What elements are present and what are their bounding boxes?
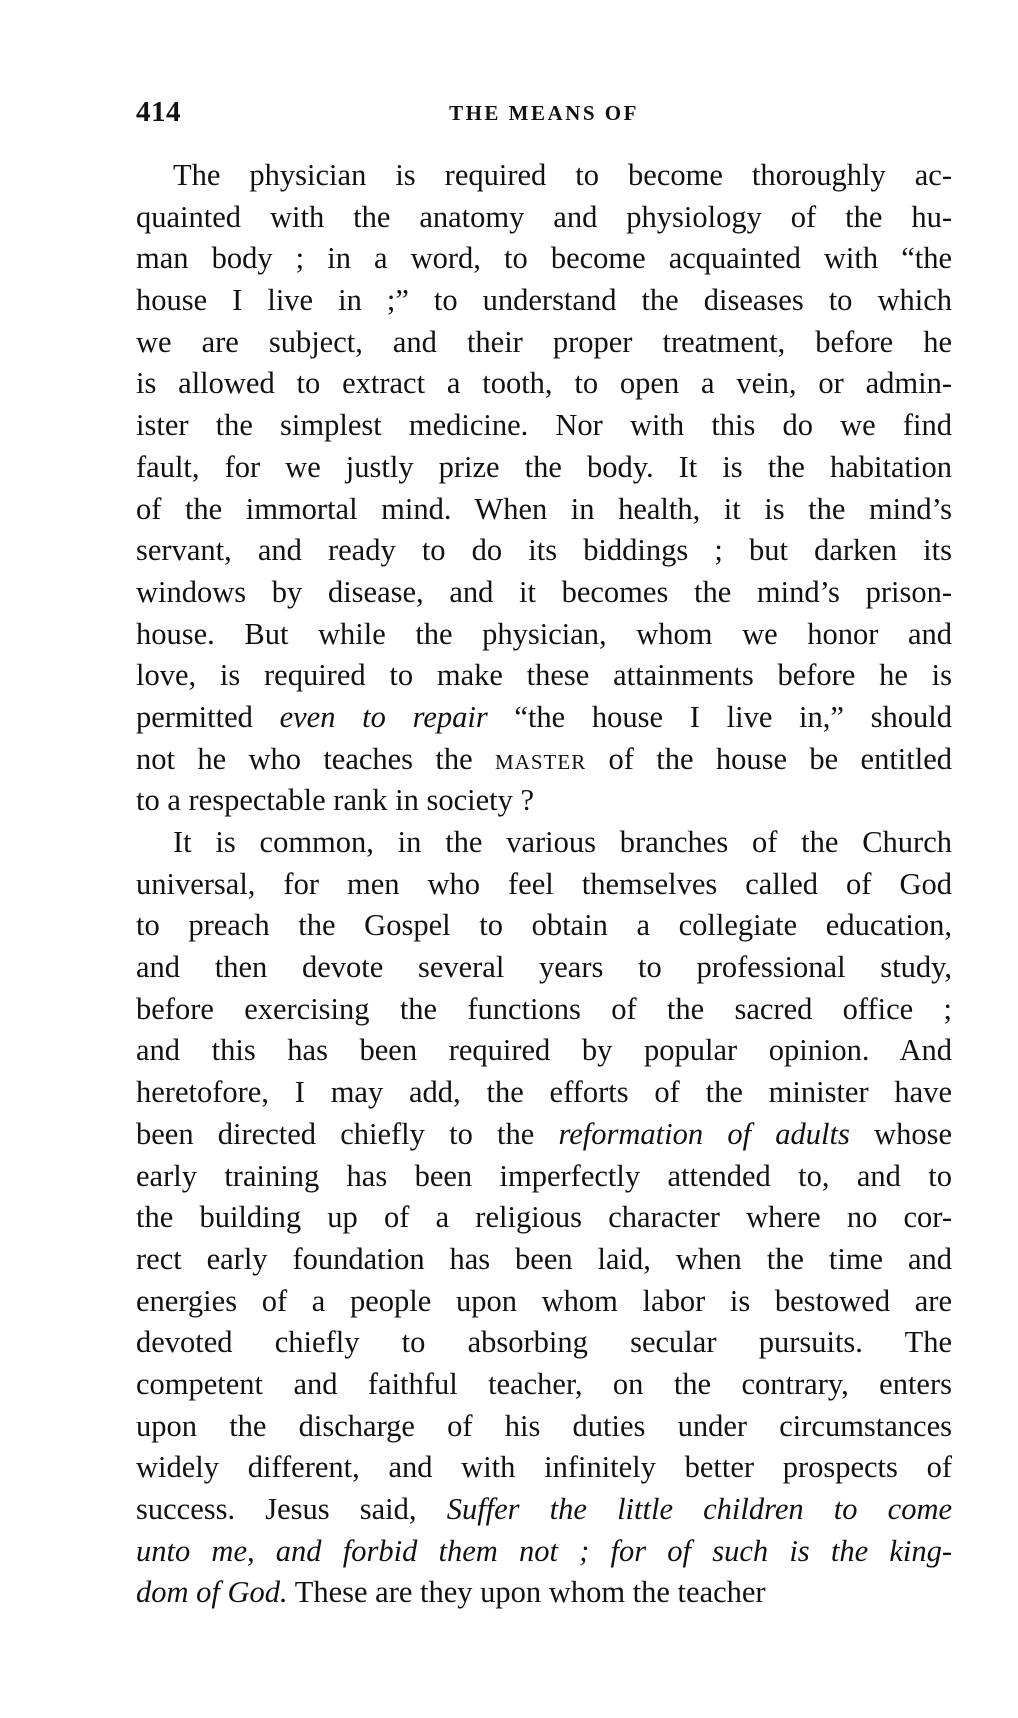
text-run: competent and faithful teacher, on the contrary, enters (136, 1366, 952, 1401)
text-line (136, 1239, 952, 1281)
text-run: servant, and ready to do its biddings ; but darken its (136, 533, 952, 568)
page-number: 414 (136, 96, 181, 128)
text-run: devoted chiefly to absorbing secular pursuits. The (136, 1325, 952, 1360)
text-smallcaps: master (495, 741, 587, 776)
text-run: of the house be entitled (586, 741, 952, 776)
paragraph (136, 155, 952, 822)
text-line (136, 405, 952, 447)
text-line (136, 1072, 952, 1114)
text-run: of the immortal mind. When in health, it is the mind’s (136, 491, 952, 526)
text-line (136, 864, 952, 906)
text-line (136, 197, 952, 239)
text-run: before exercising the functions of the sacred office ; (136, 991, 952, 1026)
text-run: “the house I live in,” should (487, 699, 952, 734)
text-line (136, 1030, 952, 1072)
text-line (136, 1489, 952, 1531)
text-italic: Suffer the little children to come (446, 1492, 953, 1526)
text-run: early training has been imperfectly attended to, and to (136, 1158, 952, 1193)
body-text (136, 155, 952, 1614)
text-line (136, 947, 952, 989)
text-run: the building up of a religious character where no cor- (136, 1200, 952, 1235)
text-line (136, 822, 952, 864)
text-line (136, 572, 952, 614)
text-line (136, 238, 952, 280)
text-italic: unto me, and forbid them not ; for of such is the king- (136, 1533, 952, 1568)
text-run: These are they upon whom the teacher (287, 1575, 766, 1610)
text-line (136, 1156, 952, 1198)
text-line (136, 322, 952, 364)
text-run: permitted (136, 699, 280, 734)
text-run: It is common, in the various branches of the Church (173, 825, 952, 859)
text-run: love, is required to make these attainments before he is (136, 658, 952, 693)
text-line (136, 1197, 952, 1239)
text-line (136, 1364, 952, 1406)
running-head (136, 96, 952, 132)
text-italic: even to repair (279, 699, 488, 734)
text-line (136, 905, 952, 947)
text-run: been directed chiefly to the (136, 1116, 559, 1151)
text-run: not he who teaches the (136, 741, 496, 776)
text-run: house I live in ;” to understand the diseases to which (136, 283, 952, 318)
text-run: we are subject, and their proper treatment, before he (136, 324, 952, 359)
text-run: and this has been required by popular opinion. And (136, 1033, 952, 1068)
text-line (136, 1572, 952, 1614)
text-run: is allowed to extract a tooth, to open a vein, or admin- (136, 366, 952, 401)
text-run: widely different, and with infinitely better prospects of (136, 1450, 952, 1485)
text-line (136, 989, 952, 1031)
text-run: man body ; in a word, to become acquainted with “the (136, 241, 952, 276)
text-run: whose (849, 1116, 952, 1151)
text-run: ister the simplest medicine. Nor with this do we find (136, 408, 952, 443)
text-line (136, 739, 952, 781)
text-line (136, 614, 952, 656)
text-run: house. But while the physician, whom we honor and (136, 616, 952, 651)
text-run: heretofore, I may add, the efforts of the minister have (136, 1075, 952, 1110)
text-run: The physician is required to become thoroughly ac- (173, 158, 952, 192)
paragraph (136, 822, 952, 1614)
text-line (136, 1531, 952, 1573)
text-line (136, 1114, 952, 1156)
text-run: and then devote several years to professional study, (136, 950, 952, 985)
text-run: success. Jesus said, (136, 1492, 447, 1526)
text-run: energies of a people upon whom labor is bestowed are (136, 1283, 952, 1318)
running-title: THE MEANS OF (449, 101, 639, 125)
text-line (136, 489, 952, 531)
text-italic: dom of God. (136, 1575, 288, 1610)
text-line (136, 1322, 952, 1364)
text-run: quainted with the anatomy and physiology of the hu- (136, 199, 952, 234)
text-line (136, 780, 952, 822)
text-run: fault, for we justly prize the body. It is the habitation (136, 449, 952, 484)
text-line (136, 447, 952, 489)
text-run: universal, for men who feel themselves called of God (136, 866, 952, 901)
text-line (136, 280, 952, 322)
text-line (136, 1281, 952, 1323)
text-run: windows by disease, and it becomes the mind’s prison- (136, 574, 952, 609)
text-line (136, 655, 952, 697)
text-run: upon the discharge of his duties under circumstances (136, 1408, 952, 1443)
text-line (136, 155, 952, 197)
text-line (136, 530, 952, 572)
text-run: to a respectable rank in society ? (136, 783, 535, 818)
text-line (136, 363, 952, 405)
text-line (136, 1447, 952, 1489)
text-italic: reformation of adults (558, 1116, 850, 1151)
text-run: rect early foundation has been laid, when the time and (136, 1241, 952, 1276)
text-line (136, 1406, 952, 1448)
text-run: to preach the Gospel to obtain a collegiate education, (136, 908, 952, 943)
text-line (136, 697, 952, 739)
